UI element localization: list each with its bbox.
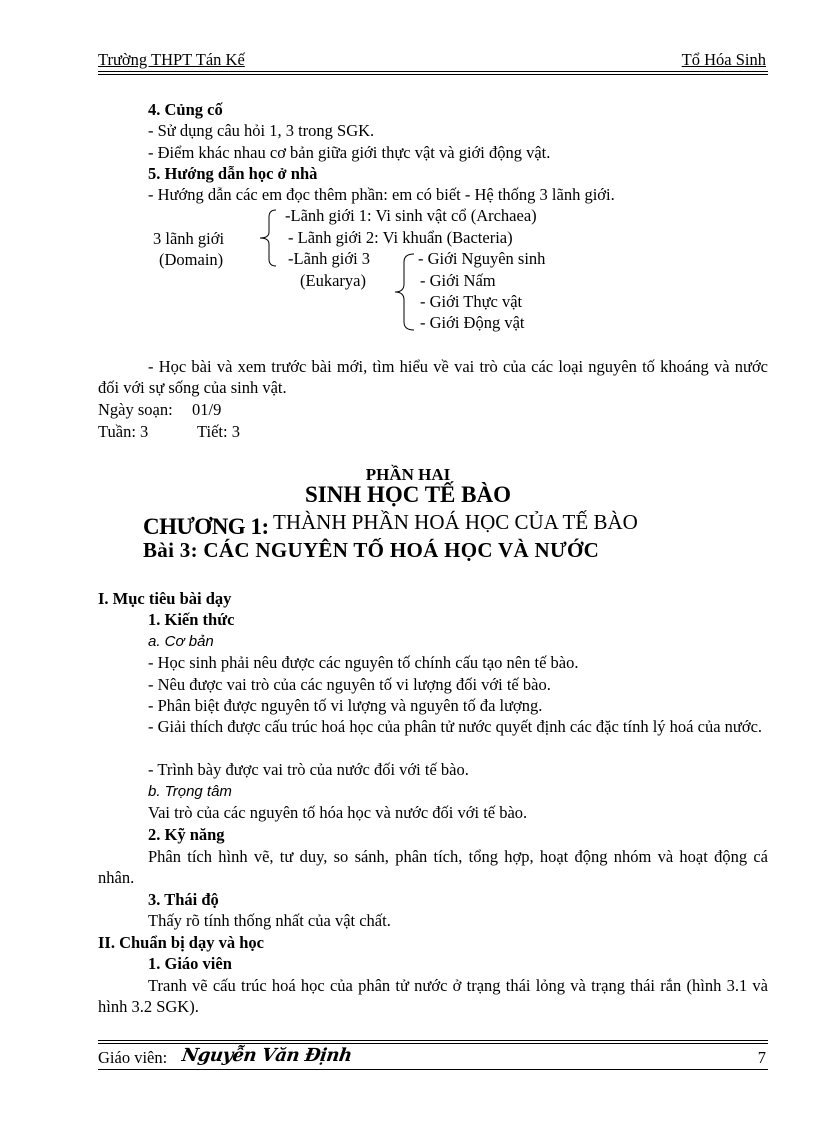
domain-label-en: (Domain)	[159, 250, 224, 269]
footer-teacher-label: Giáo viên:	[98, 1048, 168, 1067]
footer-page-number: 7	[757, 1048, 766, 1067]
footer-signature: Nguyễn Văn Định	[180, 1045, 354, 1066]
review-line-1: - Sử dụng câu hỏi 1, 3 trong SGK.	[148, 121, 375, 140]
teacher-text: Tranh vẽ cấu trúc hoá học của phân tử nước ở trạng thái lỏng và trạng thái rắn (hình 3.1 và hình 3.2 SGK).	[98, 976, 768, 1016]
footer-rule-2	[98, 1043, 768, 1044]
homework-note: - Học bài và xem trước bài mới, tìm hiểu về vai trò của các loại nguyên tố khoáng và nước đối với sự sống của sinh vật.	[98, 357, 768, 397]
period-label: Tiết: 3	[197, 422, 240, 441]
basic-item-5: - Trình bày được vai trò của nước đối với tế bào.	[148, 760, 469, 779]
focus-label: b. Trọng tâm	[148, 783, 232, 800]
skills-text: Phân tích hình vẽ, tư duy, so sánh, phân tích, tổng hợp, hoạt động nhóm và hoạt động cá nhân.	[98, 847, 768, 887]
footer-rule	[98, 1040, 768, 1041]
section1-heading: I. Mục tiêu bài dạy	[98, 589, 232, 608]
attitude-text: Thấy rõ tính thống nhất của vật chất.	[148, 911, 391, 930]
chapter-title: THÀNH PHẦN HOÁ HỌC CỦA TẾ BÀO	[273, 510, 638, 534]
basic-item-2: - Nêu được vai trò của các nguyên tố vi lượng đối với tế bào.	[148, 675, 551, 694]
focus-text: Vai trò của các nguyên tố hóa học và nước đối với tế bào.	[148, 803, 528, 822]
header-school: Trường THPT Tán Kế	[98, 50, 245, 69]
kingdom-3: - Giới Thực vật	[420, 292, 523, 311]
section2-heading: II. Chuẩn bị dạy và học	[98, 933, 264, 952]
basic-item-4: - Giải thích được cấu trúc hoá học của phân tử nước quyết định các đặc tính lý hoá của nước.	[148, 717, 763, 736]
basic-item-1: - Học sinh phải nêu được các nguyên tố chính cấu tạo nên tế bào.	[148, 653, 579, 672]
domain-3: -Lãnh giới 3	[288, 249, 371, 268]
domain-1: -Lãnh giới 1: Vi sinh vật cổ (Archaea)	[285, 206, 537, 225]
header-rule-2	[98, 74, 768, 75]
header-rule	[98, 71, 768, 72]
week-label: Tuần: 3	[98, 422, 149, 441]
domain-brace-icon	[254, 206, 284, 270]
date-label: Ngày soạn:	[98, 400, 173, 419]
date-value: 01/9	[192, 400, 222, 419]
lesson-title: Bài 3: CÁC NGUYÊN TỐ HOÁ HỌC VÀ NƯỚC	[143, 538, 600, 562]
footer-bottom-rule	[98, 1069, 768, 1070]
basic-item-3: - Phân biệt được nguyên tố vi lượng và nguyên tố đa lượng.	[148, 696, 543, 715]
part-label: PHẦN HAI	[365, 465, 451, 484]
kingdom-2: - Giới Nấm	[420, 271, 496, 290]
eukarya-label: (Eukarya)	[300, 271, 366, 290]
domain-label: 3 lãnh giới	[153, 229, 225, 248]
basic-label: a. Cơ bản	[148, 633, 214, 650]
knowledge-heading: 1. Kiến thức	[148, 610, 235, 629]
chapter-label: CHƯƠNG 1:	[143, 514, 269, 539]
kingdom-1: - Giới Nguyên sinh	[418, 249, 546, 268]
part-title: SINH HỌC TẾ BÀO	[305, 482, 511, 507]
homework-heading: 5. Hướng dẫn học ở nhà	[148, 164, 318, 183]
review-line-2: - Điểm khác nhau cơ bản giữa giới thực vật và giới động vật.	[148, 143, 551, 162]
review-heading: 4. Củng cố	[148, 100, 223, 119]
skills-heading: 2. Kỹ năng	[148, 825, 225, 844]
header-department: Tổ Hóa Sinh	[681, 50, 766, 69]
homework-intro: - Hướng dẫn các em đọc thêm phần: em có biết - Hệ thống 3 lãnh giới.	[148, 185, 615, 204]
teacher-heading: 1. Giáo viên	[148, 954, 232, 973]
kingdom-brace-icon	[390, 250, 420, 334]
domain-2: - Lãnh giới 2: Vi khuẩn (Bacteria)	[288, 228, 513, 247]
kingdom-4: - Giới Động vật	[420, 313, 525, 332]
attitude-heading: 3. Thái độ	[148, 890, 219, 909]
